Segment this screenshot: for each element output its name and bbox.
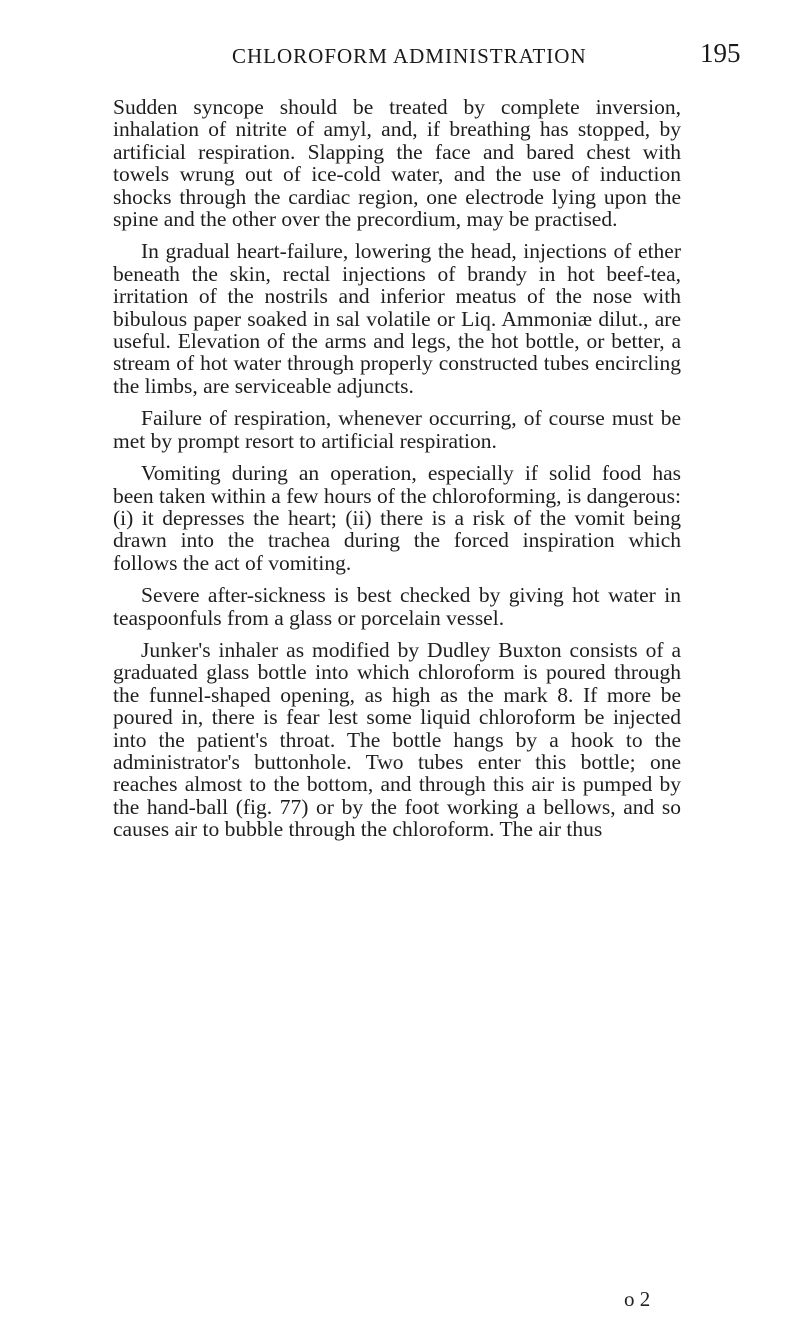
- signature-mark: o 2: [624, 1287, 651, 1311]
- body-text: [113, 96, 681, 851]
- page-number: 195: [700, 38, 741, 68]
- paragraph-heart-failure: In gradual heart-failure, lowering the head, injections of ether beneath the skin, rectal injections of brandy in hot beef-tea, irritation of the nostrils and inferior meatus of the nose with bibulous paper soaked in sal volatile or Liq. Ammoniæ dilut., are useful. Elevation of the arms and legs, the hot bottle, or better, a stream of hot water through properly constructed tubes encircling the limbs, are serviceable adjuncts.: [113, 239, 681, 398]
- running-head: CHLOROFORM ADMINISTRATION: [232, 44, 587, 68]
- paragraph-syncope: Sudden syncope should be treated by complete inversion, inhalation of nitrite of amyl, and, if breathing has stopped, by artificial respiration. Slapping the face and bared chest with towels wrung out of ice-cold water, and the use of induction shocks through the cardiac region, one electrode lying upon the spine and the other over the precordium, may be practised.: [113, 95, 681, 232]
- paragraph-after-sickness: Severe after-sickness is best checked by giving hot water in teaspoonfuls from a glass or porcelain vessel.: [113, 583, 681, 630]
- paragraph-vomiting: Vomiting during an operation, especially if solid food has been taken within a few hours of the chloroforming, is dangerous: (i) it depresses the heart; (ii) there is a risk of the vomit being drawn into the trachea during the forced inspiration which follows the act of vomiting.: [113, 461, 681, 575]
- paragraph-junkers-inhaler: Junker's inhaler as modified by Dudley Buxton consists of a graduated glass bottle into which chloroform is poured through the funnel-shaped opening, as high as the mark 8. If more be poured in, there is fear lest some liquid chloroform be injected into the patient's throat. The bottle hangs by a hook to the administrator's buttonhole. Two tubes enter this bottle; one reaches almost to the bottom, and through this air is pumped by the hand-ball (fig. 77) or by the foot working a bellows, and so causes air to bubble through the chloroform. The air thus: [113, 637, 681, 842]
- paragraph-respiration-failure: Failure of respiration, whenever occurring, of course must be met by prompt resort to artificial respiration.: [113, 406, 681, 453]
